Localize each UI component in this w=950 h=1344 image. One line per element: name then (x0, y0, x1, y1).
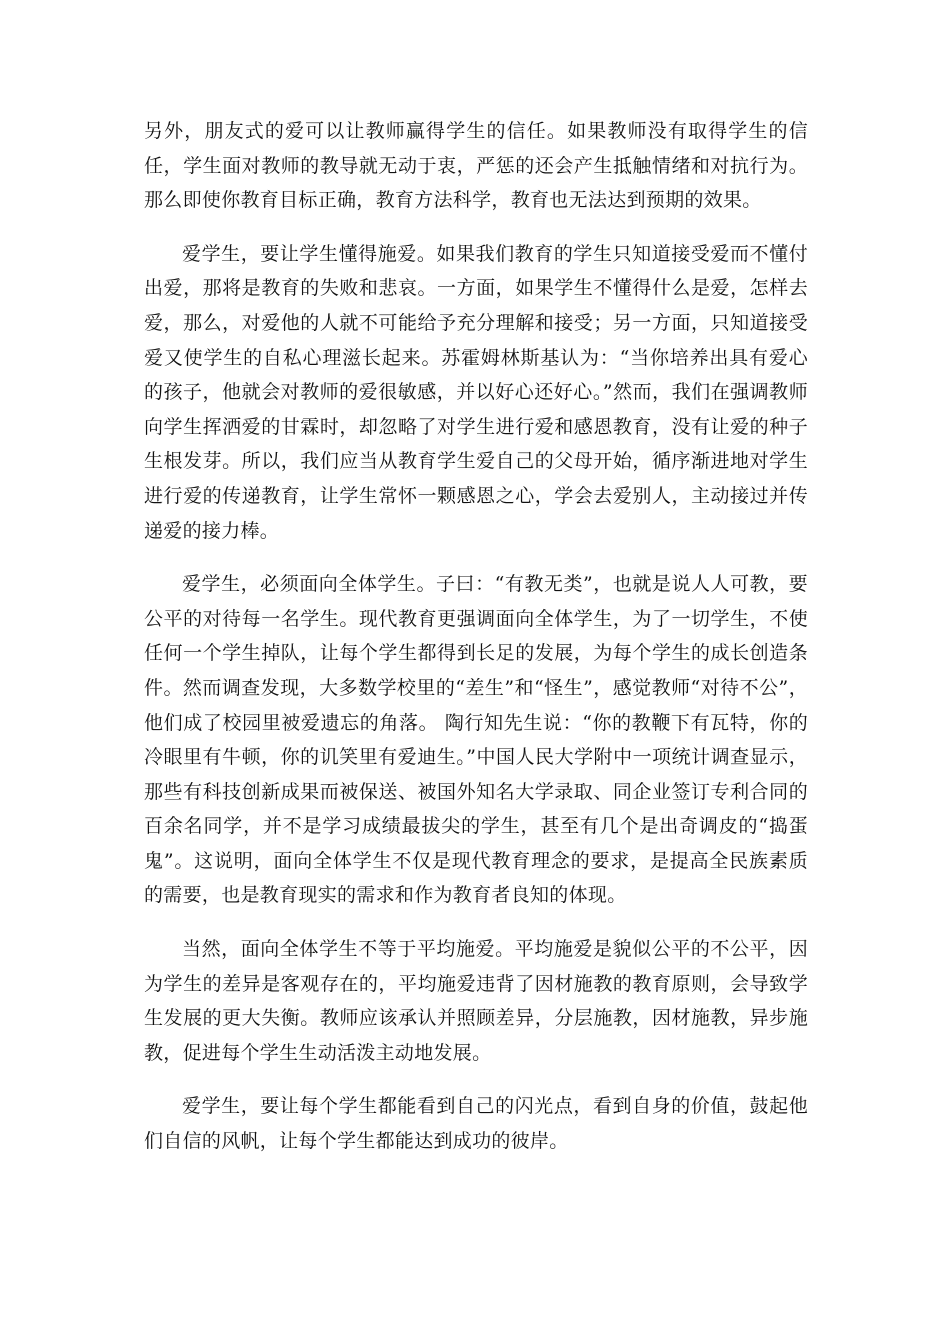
document-body (144, 114, 808, 1178)
paragraph-all-students: 爱学生，必须面向全体学生。子曰：“有教无类”，也就是说人人可教，要公平的对待每一名学生。现代教育更强调面向全体学生，为了一切学生，不使任何一个学生掉队，让每个学生都得到长足的发展，为每个学生的成长创造条件。然而调查发现，大多数学校里的“差生”和“怪生”，感觉教师“对待不公”，他们成了校园里被爱遗忘的角落。 陶行知先生说：“你的教鞭下有瓦特，你的冷眼里有牛顿，你的讥笑里有爱迪生。”中国人民大学附中一项统计调查显示，那些有科技创新成果而被保送、被国外知名大学录取、同企业签订专利合同的百余名同学，并不是学习成绩最拔尖的学生，甚至有几个是出奇调皮的“捣蛋鬼”。这说明，面向全体学生不仅是现代教育理念的要求，是提高全民族素质的需要，也是教育现实的需求和作为教育者良知的体现。 (144, 573, 808, 907)
paragraph-shining-points: 爱学生，要让每个学生都能看到自己的闪光点，看到自身的价值，鼓起他们自信的风帆，让每个学生都能达到成功的彼岸。 (144, 1095, 808, 1153)
paragraph-trust: 另外，朋友式的爱可以让教师赢得学生的信任。如果教师没有取得学生的信任，学生面对教师的教导就无动于衷，严惩的还会产生抵触情绪和对抗行为。那么即使你教育目标正确，教育方法科学，教育也无法达到预期的效果。 (144, 120, 808, 212)
paragraph-not-equal-love: 当然，面向全体学生不等于平均施爱。平均施爱是貌似公平的不公平，因为学生的差异是客观存在的，平均施爱违背了因材施教的教育原则，会导致学生发展的更大失衡。教师应该承认并照顾差异，分层施教，因材施教，异步施教，促进每个学生生动活泼主动地发展。 (144, 938, 808, 1064)
paragraph-teach-giving-love: 爱学生，要让学生懂得施爱。如果我们教育的学生只知道接受爱而不懂付出爱，那将是教育的失败和悲哀。一方面，如果学生不懂得什么是爱，怎样去爱，那么，对爱他的人就不可能给予充分理解和接受；另一方面，只知道接受爱又使学生的自私心理滋长起来。苏霍姆林斯基认为：“当你培养出具有爱心的孩子，他就会对教师的爱很敏感，并以好心还好心。”然而，我们在强调教师向学生挥洒爱的甘霖时，却忽略了对学生进行爱和感恩教育，没有让爱的种子生根发芽。所以，我们应当从教育学生爱自己的父母开始，循序渐进地对学生进行爱的传递教育，让学生常怀一颗感恩之心，学会去爱别人，主动接过并传递爱的接力棒。 (144, 242, 808, 542)
